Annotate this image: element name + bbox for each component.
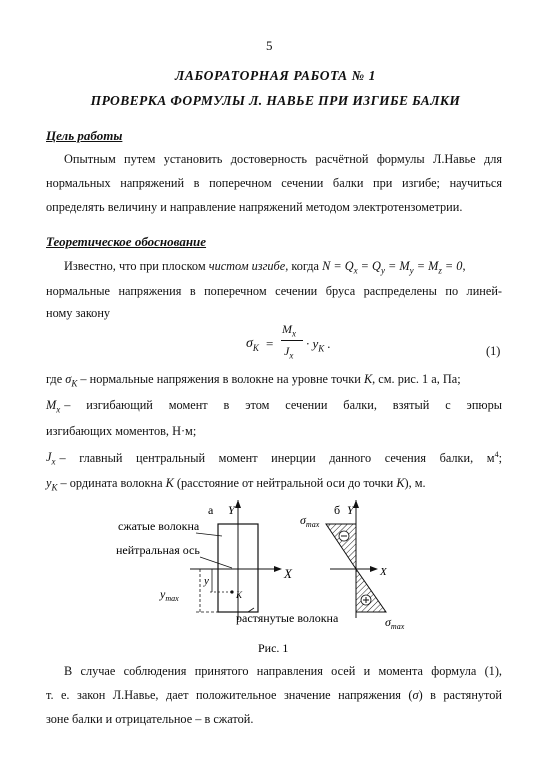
x-axis-a-arrow: [274, 566, 282, 572]
closing-line-2: т. е. закон Л.Навье, дает положительное значение напряжения (σ) в растянутой: [46, 688, 502, 702]
axis-x-label-b: X: [380, 566, 387, 578]
closing-line-3: зоне балки и отрицательное – в сжатой.: [46, 712, 254, 726]
y-axis-a-arrow: [235, 500, 241, 508]
ymax-label: $y_{max}$: [160, 587, 179, 603]
axis-y-label-b: Y: [347, 503, 354, 517]
goal-heading: Цель работы: [46, 128, 123, 143]
equation-number: (1): [486, 344, 501, 358]
figure-caption: Рис. 1: [258, 641, 289, 655]
tensile-fibers-label: растянутые волокна: [236, 611, 339, 625]
theory-heading: Теоретическое обоснование: [46, 234, 207, 249]
neutral-axis-label: нейтральная ось: [116, 543, 200, 557]
where-sigma-line: где $\sigma_K$ – нормальные напряжения в волокне на уровне точки K, см. рис. 1 а, Па;: [46, 372, 461, 389]
theory-line-2: нормальные напряжения в поперечном сечении бруса распределены по линей-: [46, 284, 502, 298]
axis-y-label-a: Y: [228, 503, 235, 517]
figure-label-a: а: [208, 503, 214, 517]
compressed-fibers-label: сжатые волокна: [118, 519, 200, 533]
yk-label: y: [204, 575, 209, 587]
goal-line-1: Опытным путем установить достоверность расчётной формулы Л.Навье для: [64, 152, 502, 166]
compression-stress-region: [326, 524, 356, 569]
formula-sigma: $\sigma_K$: [246, 336, 259, 353]
mx-definition: $M_x$ – изгибающий момент в этом сечении балки, взятый с эпюры: [46, 398, 502, 415]
x-axis-b-arrow: [370, 566, 378, 572]
theory-line-3: ному закону: [46, 306, 111, 320]
lab-subtitle: ПРОВЕРКА ФОРМУЛЫ Л. НАВЬЕ ПРИ ИЗГИБЕ БАЛКИ: [90, 93, 461, 108]
lab-title: ЛАБОРАТОРНАЯ РАБОТА № 1: [174, 68, 376, 83]
sigma-max-bottom-label: $\sigma_{max}$: [385, 615, 405, 631]
pure-bending-condition: $N = Q_x = Q_y = M_y = M_z = 0$: [322, 259, 463, 276]
goal-line-2: нормальных напряжений в поперечном сечении балки при изгибе; научиться: [46, 176, 502, 190]
neutral-axis-leader: [200, 557, 232, 568]
point-k-label: K: [236, 590, 243, 600]
formula-denominator: $J_x$: [284, 344, 294, 361]
formula-equals: =: [266, 336, 274, 351]
theory-line-1: Известно, что при плоском чистом изгибе, когда $N = Q_x = Q_y = M_y = M_z = 0$,: [64, 259, 466, 276]
formula-y: · $y_K$ .: [306, 336, 331, 354]
page-number: 5: [266, 38, 273, 53]
yk-definition: $y_K$ – ордината волокна K (расстояние от нейтральной оси до точки K), м.: [46, 476, 426, 493]
goal-line-3: определять величину и направление напряжений методом электротензометрии.: [46, 200, 463, 214]
mx-definition-line-2: изгибающих моментов, Н·м;: [46, 424, 197, 438]
sigma-max-top-label: $\sigma_{max}$: [300, 513, 320, 529]
formula-numerator: $M_x$: [282, 322, 296, 339]
jx-definition: $J_x$ – главный центральный момент инерции данного сечения балки, $м^4$;: [46, 450, 502, 467]
point-k: [230, 590, 233, 593]
axis-x-label-a: X: [284, 566, 292, 581]
y-axis-b-arrow: [353, 500, 359, 508]
closing-line-1: В случае соблюдения принятого направления осей и момента формула (1),: [64, 664, 502, 678]
figure-label-b: б: [334, 503, 341, 517]
